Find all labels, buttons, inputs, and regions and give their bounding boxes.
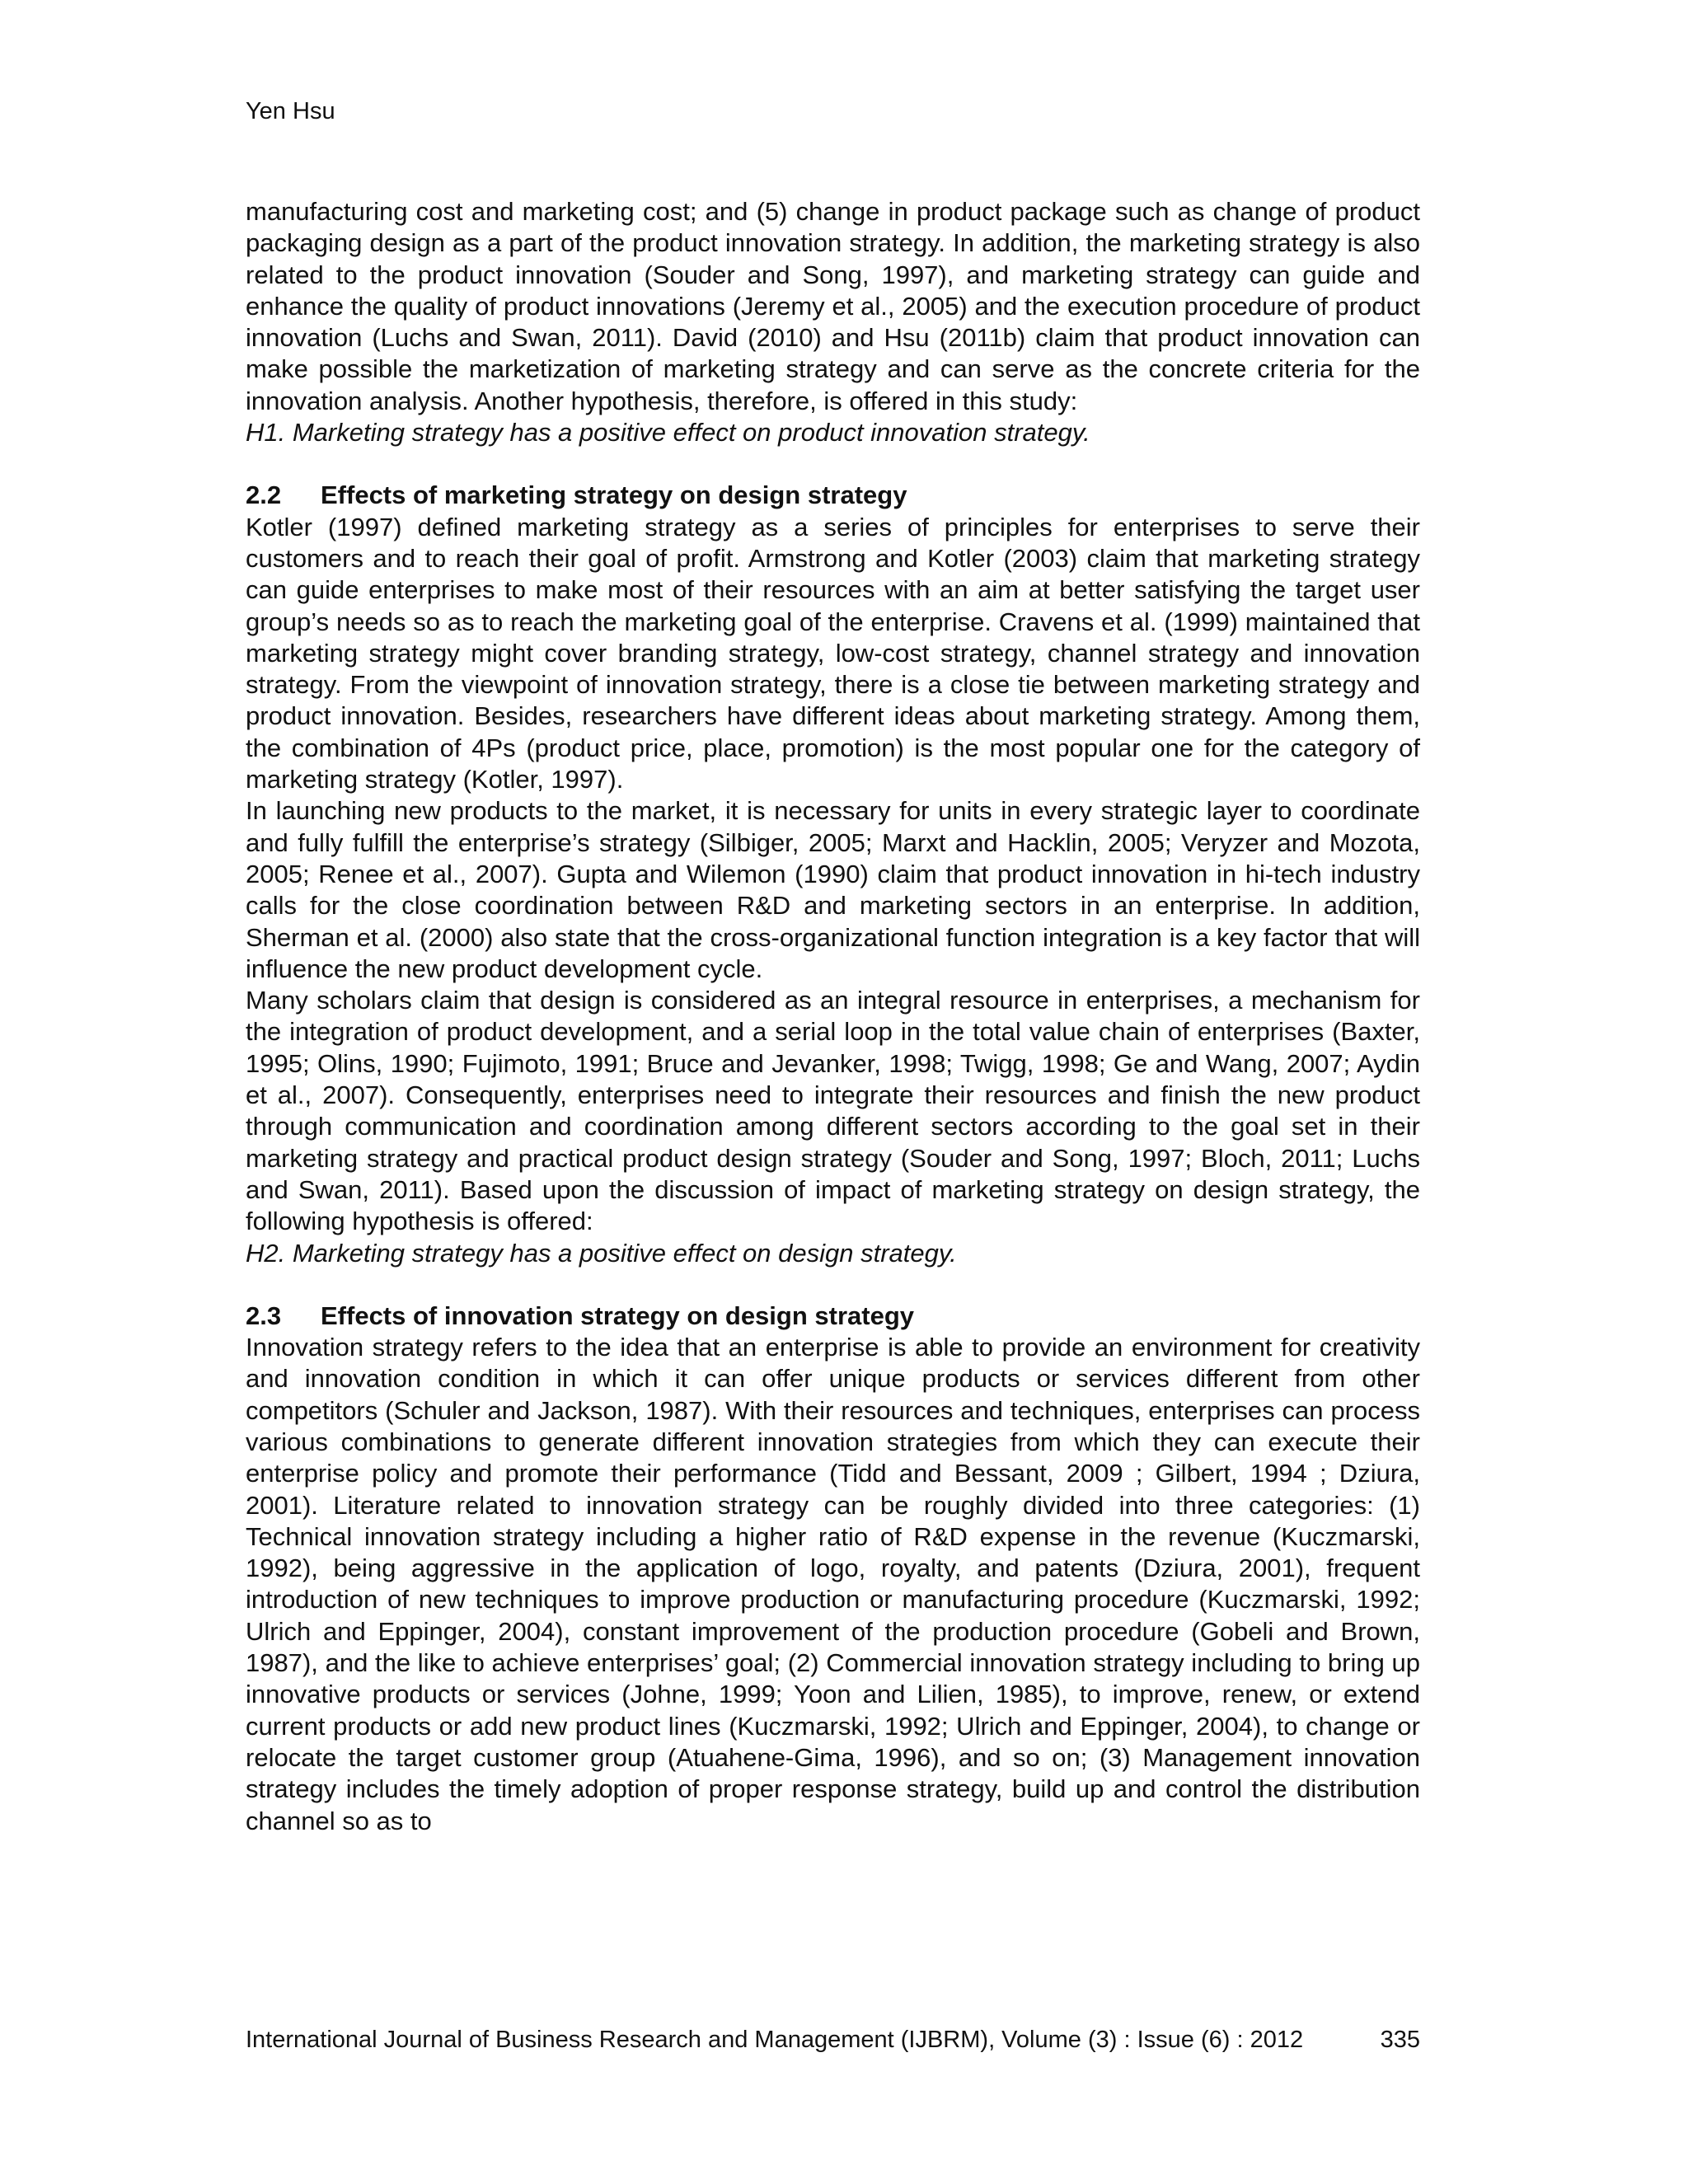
section-2-2-paragraph: Many scholars claim that design is considered as an integral resource in enterprises, a mechanism for the integration of product development, and a serial loop in the total value chain of enterprises (Baxter, 1995; Olins, 1990; Fujimoto, 1991; Bruce and Jevanker, 1998; Twigg, 1998; Ge and Wang, 2007; Aydin et al., 2007). Consequently, enterprises need to integrate their resources and finish the new product through communication and coordination among different sectors according to the goal set in their marketing strategy and practical product design strategy (Souder and Song, 1997; Bloch, 2011; Luchs and Swan, 2011). Based upon the discussion of impact of marketing strategy on design strategy, the following hypothesis is offered: xyxy=(246,986,1420,1236)
intro-paragraph: manufacturing cost and marketing cost; and (5) change in product package such as change of product packaging design as a part of the product innovation strategy. In addition, the marketing strategy is also related to the product innovation (Souder and Song, 1997), and marketing strategy can guide and enhance the quality of product innovations (Jeremy et al., 2005) and the execution procedure of product innovation (Luchs and Swan, 2011). David (2010) and Hsu (2011b) claim that product innovation can make possible the marketization of marketing strategy and can serve as the concrete criteria for the innovation analysis. Another hypothesis, therefore, is offered in this study: xyxy=(246,197,1420,415)
section-2-3-title: Effects of innovation strategy on design strategy xyxy=(321,1301,915,1330)
section-2-3-paragraph: Innovation strategy refers to the idea that an enterprise is able to provide an environment for creativity and innovation condition in which it can offer unique products or services different from other competitors (Schuler and Jackson, 1987). With their resources and techniques, enterprises can process various combinations to generate different innovation strategies from which they can execute their enterprise policy and promote their performance (Tidd and Bessant, 2009 ; Gilbert, 1994 ; Dziura, 2001). Literature related to innovation strategy can be roughly divided into three categories: (1) Technical innovation strategy including a higher ratio of R&D expense in the revenue (Kuczmarski, 1992), being aggressive in the application of logo, royalty, and patents (Dziura, 2001), frequent introduction of new techniques to improve production or manufacturing procedure (Kuczmarski, 1992; Ulrich and Eppinger, 2004), constant improvement of the production procedure (Gobeli and Brown, 1987), and the like to achieve enterprises’ goal; (2) Commercial innovation strategy including to bring up innovative products or services (Johne, 1999; Yoon and Lilien, 1985), to improve, renew, or extend current products or add new product lines (Kuczmarski, 1992; Ulrich and Eppinger, 2004), to change or relocate the target customer group (Atuahene-Gima, 1996), and so on; (3) Management innovation strategy includes the timely adoption of proper response strategy, build up and control the distribution channel so as to xyxy=(246,1333,1420,1835)
running-head-author: Yen Hsu xyxy=(246,98,335,124)
section-2-2-number: 2.2 xyxy=(246,480,282,510)
hypothesis-1: H1. Marketing strategy has a positive effect on product innovation strategy. xyxy=(246,418,1090,448)
hypothesis-2: H2. Marketing strategy has a positive effect on design strategy. xyxy=(246,1238,957,1268)
article-body xyxy=(246,196,1420,1837)
page-number: 335 xyxy=(1380,2027,1420,2053)
section-2-3-heading xyxy=(246,1301,1420,1332)
section-2-2-title: Effects of marketing strategy on design strategy xyxy=(321,480,907,510)
section-2-2-heading xyxy=(246,480,1420,511)
footer-journal-citation: International Journal of Business Research and Management (IJBRM), Volume (3) : Issue (6) : 2012 xyxy=(246,2027,1304,2053)
section-2-2-paragraph: Kotler (1997) defined marketing strategy as a series of principles for enterprises to serve their customers and to reach their goal of profit. Armstrong and Kotler (2003) claim that marketing strategy can guide enterprises to make most of their resources with an aim at better satisfying the target user group’s needs so as to reach the marketing goal of the enterprise. Cravens et al. (1999) maintained that marketing strategy might cover branding strategy, low-cost strategy, channel strategy and innovation strategy. From the viewpoint of innovation strategy, there is a close tie between marketing strategy and product innovation. Besides, researchers have different ideas about marketing strategy. Among them, the combination of 4Ps (product price, place, promotion) is the most popular one for the category of marketing strategy (Kotler, 1997). xyxy=(246,512,1420,794)
section-2-3-number: 2.3 xyxy=(246,1301,282,1330)
section-2-2-paragraph: In launching new products to the market, it is necessary for units in every strategic layer to coordinate and fully fulfill the enterprise’s strategy (Silbiger, 2005; Marxt and Hacklin, 2005; Veryzer and Mozota, 2005; Renee et al., 2007). Gupta and Wilemon (1990) claim that product innovation in hi-tech industry calls for the close coordination between R&D and marketing sectors in an enterprise. In addition, Sherman et al. (2000) also state that the cross-organizational function integration is a key factor that will influence the new product development cycle. xyxy=(246,796,1420,983)
